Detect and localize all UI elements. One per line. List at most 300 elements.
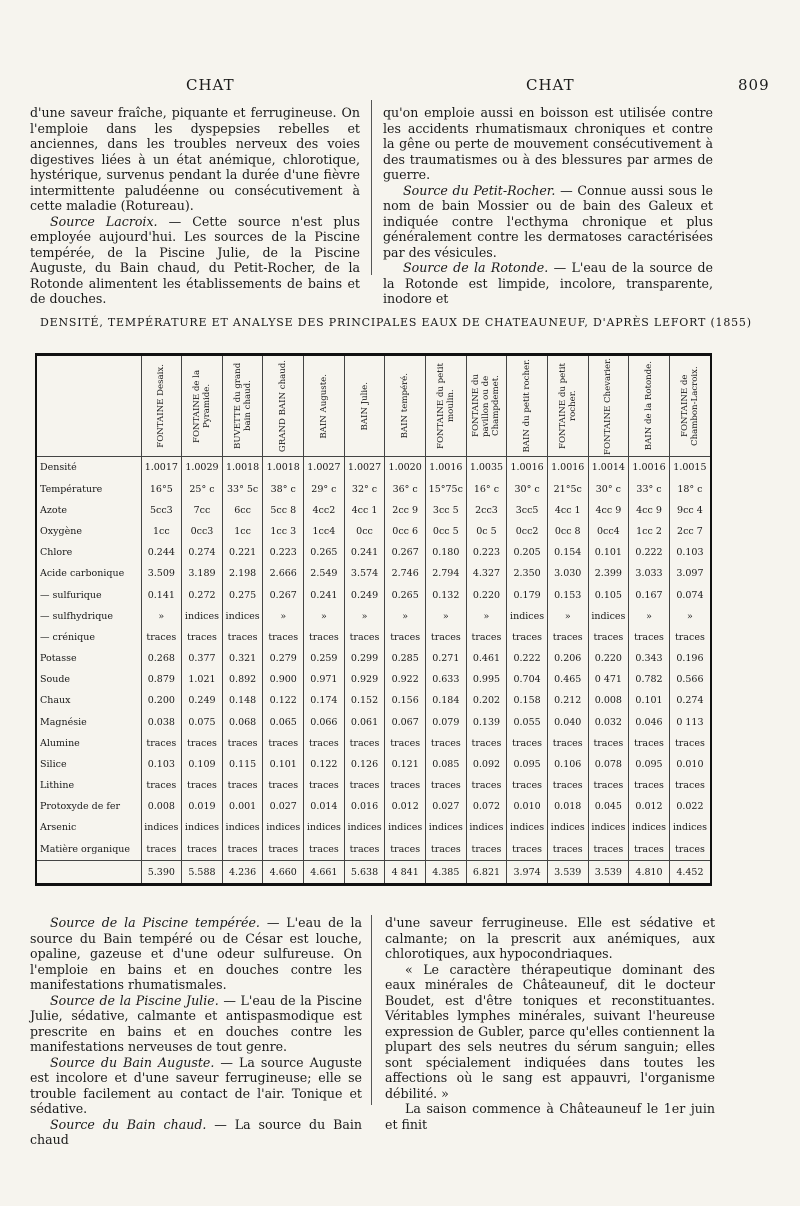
row-label: Chlore xyxy=(40,547,73,559)
analysis-table xyxy=(37,356,710,883)
row-label: Température xyxy=(40,483,103,495)
table-cell: 0.014 xyxy=(304,796,345,817)
table-cell: 38° c xyxy=(263,479,304,500)
column-header xyxy=(507,356,548,457)
table-cell: traces xyxy=(344,627,385,648)
table-cell: 0.046 xyxy=(629,712,670,733)
row-label: Lithine xyxy=(40,780,75,792)
table-cell: traces xyxy=(507,775,548,796)
table-cell: indices xyxy=(263,817,304,838)
table-cell: traces xyxy=(466,733,507,754)
table-cell: 0.265 xyxy=(304,542,345,563)
water-analysis-table xyxy=(35,353,712,886)
total-cell: 3.539 xyxy=(588,861,629,883)
table-cell: 0.704 xyxy=(507,669,548,690)
table-cell: 0.109 xyxy=(182,754,223,775)
column-header-label: FONTAINE de Chambon-Lacroix. xyxy=(679,366,700,446)
table-cell: 0.299 xyxy=(344,648,385,669)
table-cell: 0.196 xyxy=(669,648,710,669)
paragraph: qu'on emploie aussi en boisson est utilisée contre les accidents rhumatismaux chroniques et contre la gêne ou perte de mouvement consécutivement à des traumatismes ou à des blessures par armes de guerre. xyxy=(383,105,713,182)
table-cell: » xyxy=(669,606,710,627)
table-cell: traces xyxy=(385,839,426,861)
table-cell: 0.465 xyxy=(547,669,588,690)
table-cell: traces xyxy=(263,775,304,796)
table-cell: 4cc2 xyxy=(304,500,345,521)
paragraph-text: — L'eau de la source du Bain tempéré ou de César est louche, opaline, gazeuse et d'une odeur sulfureuse. On l'emploie en bains et en douches contre les manifestations rhumatismales. xyxy=(30,915,362,992)
table-cell: 0.285 xyxy=(385,648,426,669)
table-cell: 0.223 xyxy=(263,542,304,563)
table-cell: 0.971 xyxy=(304,669,345,690)
table-cell: 0.995 xyxy=(466,669,507,690)
column-header-label: FONTAINE du pavillon ou de Champdemet. xyxy=(471,374,502,438)
column-header xyxy=(385,356,426,457)
table-cell: 0.139 xyxy=(466,712,507,733)
table-cell: traces xyxy=(629,775,670,796)
table-cell: traces xyxy=(507,733,548,754)
table-cell: 16°5 xyxy=(141,479,182,500)
table-cell: 30° c xyxy=(588,479,629,500)
paragraph xyxy=(30,214,360,307)
table-cell: 0.377 xyxy=(182,648,223,669)
column-header xyxy=(466,356,507,457)
table-cell: 0.008 xyxy=(141,796,182,817)
table-cell: 0.461 xyxy=(466,648,507,669)
table-cell: 0.027 xyxy=(425,796,466,817)
total-cell: 4.810 xyxy=(629,861,670,883)
column-divider xyxy=(371,915,372,1105)
table-cell: 0.152 xyxy=(344,690,385,711)
table-cell: traces xyxy=(507,839,548,861)
table-cell: 0.141 xyxy=(141,585,182,606)
table-cell: 1.0014 xyxy=(588,457,629,479)
table-cell: 1cc4 xyxy=(304,521,345,542)
column-header-label: BAIN de la Rotonde. xyxy=(644,361,654,451)
table-cell: 0.156 xyxy=(385,690,426,711)
table-cell: 0.103 xyxy=(141,754,182,775)
table-cell: 0 471 xyxy=(588,669,629,690)
paragraph: d'une saveur ferrugineuse. Elle est sédative et calmante; on la prescrit aux anémiques, aux chlorotiques, aux hypocondriaques. xyxy=(385,915,715,961)
table-cell: indices xyxy=(222,606,263,627)
row-label: Alumine xyxy=(40,737,80,749)
table-cell: 3.097 xyxy=(669,563,710,584)
table-cell: indices xyxy=(588,817,629,838)
table-cell: traces xyxy=(182,775,223,796)
table-cell: 0.184 xyxy=(425,690,466,711)
table-cell: 0.900 xyxy=(263,669,304,690)
table-row xyxy=(37,606,710,627)
column-header xyxy=(629,356,670,457)
table-row xyxy=(37,648,710,669)
table-cell: 0.045 xyxy=(588,796,629,817)
table-cell: 0.879 xyxy=(141,669,182,690)
table-cell: traces xyxy=(425,627,466,648)
table-row xyxy=(37,690,710,711)
column-header-label: FONTAINE Desaix. xyxy=(156,364,167,448)
table-row xyxy=(37,457,710,479)
table-cell: traces xyxy=(588,627,629,648)
table-cell: 0.271 xyxy=(425,648,466,669)
table-cell: 2.198 xyxy=(222,563,263,584)
table-cell: 0.782 xyxy=(629,669,670,690)
table-cell: 0.205 xyxy=(507,542,548,563)
table-cell: 0.078 xyxy=(588,754,629,775)
table-cell: 3cc5 xyxy=(507,500,548,521)
table-cell: indices xyxy=(182,606,223,627)
row-label: Oxygène xyxy=(40,526,82,538)
table-cell: 0cc4 xyxy=(588,521,629,542)
table-cell: 0.249 xyxy=(344,585,385,606)
table-cell: 0.068 xyxy=(222,712,263,733)
table-cell: traces xyxy=(547,627,588,648)
table-cell: 0.180 xyxy=(425,542,466,563)
table-cell: traces xyxy=(669,733,710,754)
table-cell: 0.167 xyxy=(629,585,670,606)
totals-row xyxy=(37,861,710,883)
table-cell: 0.012 xyxy=(385,796,426,817)
table-cell: 0.095 xyxy=(629,754,670,775)
table-cell: 0.055 xyxy=(507,712,548,733)
table-cell: 0 113 xyxy=(669,712,710,733)
table-row xyxy=(37,521,710,542)
table-cell: 0.265 xyxy=(385,585,426,606)
table-cell: 2.549 xyxy=(304,563,345,584)
table-cell: 4.327 xyxy=(466,563,507,584)
table-cell: 0.040 xyxy=(547,712,588,733)
table-cell: 0.221 xyxy=(222,542,263,563)
table-cell: 7cc xyxy=(182,500,223,521)
table-cell: » xyxy=(385,606,426,627)
table-cell: indices xyxy=(507,606,548,627)
table-cell: 0.275 xyxy=(222,585,263,606)
table-cell: 2cc3 xyxy=(466,500,507,521)
table-cell: traces xyxy=(344,733,385,754)
row-label: Densité xyxy=(40,462,77,474)
table-cell: 0.010 xyxy=(669,754,710,775)
table-cell: 0.092 xyxy=(466,754,507,775)
table-cell: 0.343 xyxy=(629,648,670,669)
table-cell: 1.0016 xyxy=(547,457,588,479)
table-cell: traces xyxy=(182,839,223,861)
paragraph: « Le caractère thérapeutique dominant des eaux minérales de Châteauneuf, dit le docteur Boudet, est d'être toniques et reconstituantes. Véritables lymphes minérales, suivant l'heureuse expression de Gubler, parce qu'elles contiennent la plupart des sels neutres du sérum sanguin; elles sont spécialement indiquées dans toutes les affections où le sang est appauvri, l'organisme débilité. » xyxy=(385,961,715,1101)
paragraph: La saison commence à Châteauneuf le 1er juin et finit xyxy=(385,1101,715,1132)
table-cell: 0.922 xyxy=(385,669,426,690)
page-number: 809 xyxy=(738,76,770,94)
table-cell: 0.241 xyxy=(344,542,385,563)
total-cell: 4.661 xyxy=(304,861,345,883)
table-cell: 25° c xyxy=(182,479,223,500)
table-cell: 0.008 xyxy=(588,690,629,711)
table-cell: 30° c xyxy=(507,479,548,500)
row-label: Silice xyxy=(40,758,67,770)
table-cell: traces xyxy=(304,839,345,861)
table-cell: 3.030 xyxy=(547,563,588,584)
table-cell: 1cc 3 xyxy=(263,521,304,542)
row-label: — sulfurique xyxy=(40,589,102,601)
column-header xyxy=(263,356,304,457)
paragraph-text: — Connue aussi sous le nom de bain Mossier ou de bain des Galeux et indiquée contre l'ecthyma chronique et plus généralement contre les dermatoses caractérisées par des vésicules. xyxy=(383,182,713,260)
table-cell: » xyxy=(141,606,182,627)
table-cell: » xyxy=(547,606,588,627)
column-header xyxy=(304,356,345,457)
table-row xyxy=(37,712,710,733)
section-title: Source du Petit-Rocher. xyxy=(403,182,556,198)
table-cell: traces xyxy=(588,775,629,796)
paragraph-text: — La source du Bain chaud xyxy=(30,1116,362,1147)
table-cell: 2.666 xyxy=(263,563,304,584)
table-cell: 0.019 xyxy=(182,796,223,817)
paragraph-text: — L'eau de la source de la Rotonde est limpide, incolore, transparente, inodore et xyxy=(383,260,713,306)
row-label: Soude xyxy=(40,674,71,686)
table-cell: 4cc 9 xyxy=(629,500,670,521)
paragraph xyxy=(30,915,362,993)
total-cell: 4.452 xyxy=(669,861,710,883)
table-cell: traces xyxy=(304,627,345,648)
table-cell: 0.267 xyxy=(385,542,426,563)
column-header xyxy=(222,356,263,457)
table-cell: 2cc 9 xyxy=(385,500,426,521)
table-cell: 0.153 xyxy=(547,585,588,606)
table-cell: traces xyxy=(466,775,507,796)
column-header xyxy=(547,356,588,457)
table-cell: 2.399 xyxy=(588,563,629,584)
top-left-column xyxy=(30,105,360,307)
table-cell: 0.012 xyxy=(629,796,670,817)
table-cell: 0.132 xyxy=(425,585,466,606)
table-cell: 0.027 xyxy=(263,796,304,817)
bottom-right-column xyxy=(385,915,715,1132)
table-cell: 0.072 xyxy=(466,796,507,817)
table-cell: 0.241 xyxy=(304,585,345,606)
table-cell: 0.065 xyxy=(263,712,304,733)
totals-label xyxy=(37,861,141,883)
column-header-label: BAIN Julie. xyxy=(359,381,370,431)
table-cell: indices xyxy=(222,817,263,838)
column-header xyxy=(141,356,182,457)
table-cell: traces xyxy=(222,733,263,754)
table-cell: 1.0017 xyxy=(141,457,182,479)
table-cell: » xyxy=(263,606,304,627)
table-cell: 21°5c xyxy=(547,479,588,500)
column-header-label: FONTAINE Chevarier. xyxy=(603,357,614,455)
table-cell: 0.220 xyxy=(466,585,507,606)
table-cell: 0.200 xyxy=(141,690,182,711)
table-cell: 2cc 7 xyxy=(669,521,710,542)
table-cell: 4cc 1 xyxy=(344,500,385,521)
table-cell: 1.021 xyxy=(182,669,223,690)
table-cell: 0.222 xyxy=(507,648,548,669)
table-cell: » xyxy=(344,606,385,627)
table-cell: 1.0018 xyxy=(263,457,304,479)
table-cell: 0.272 xyxy=(182,585,223,606)
table-cell: 1.0016 xyxy=(629,457,670,479)
paragraph-text: — L'eau de la Piscine Julie, sédative, calmante et antispasmodique est prescrite en bains et en douches contre les manifestations nerveuses de tout genre. xyxy=(30,992,362,1054)
table-cell: » xyxy=(304,606,345,627)
table-cell: 0c 5 xyxy=(466,521,507,542)
table-cell: 3.574 xyxy=(344,563,385,584)
table-cell: indices xyxy=(385,817,426,838)
table-cell: 0.126 xyxy=(344,754,385,775)
table-cell: 0.633 xyxy=(425,669,466,690)
table-header-row xyxy=(37,356,710,457)
table-cell: 0.158 xyxy=(507,690,548,711)
table-cell: 1.0016 xyxy=(507,457,548,479)
table-cell: 0cc2 xyxy=(507,521,548,542)
paragraph-text: — La source Auguste est incolore et d'une saveur ferrugineuse; elle se trouble facilement au contact de l'air. Tonique et sédative. xyxy=(30,1054,362,1116)
table-cell: 0.103 xyxy=(669,542,710,563)
table-cell: 0.212 xyxy=(547,690,588,711)
table-cell: 0.274 xyxy=(182,542,223,563)
table-cell: 0.038 xyxy=(141,712,182,733)
table-row xyxy=(37,500,710,521)
table-cell: 32° c xyxy=(344,479,385,500)
table-cell: traces xyxy=(222,775,263,796)
table-cell: 1.0018 xyxy=(222,457,263,479)
row-label: Matière organique xyxy=(40,843,131,855)
table-row xyxy=(37,479,710,500)
table-row xyxy=(37,796,710,817)
table-cell: 0.148 xyxy=(222,690,263,711)
table-cell: 0.259 xyxy=(304,648,345,669)
table-cell: 0.244 xyxy=(141,542,182,563)
table-cell: traces xyxy=(385,627,426,648)
table-cell: traces xyxy=(669,839,710,861)
table-cell: traces xyxy=(629,733,670,754)
table-cell: 0.202 xyxy=(466,690,507,711)
table-cell: traces xyxy=(425,839,466,861)
table-cell: 3.189 xyxy=(182,563,223,584)
table-cell: 1.0016 xyxy=(425,457,466,479)
table-cell: 4cc 1 xyxy=(547,500,588,521)
table-cell: 16° c xyxy=(466,479,507,500)
table-cell: 0.067 xyxy=(385,712,426,733)
column-header-label: FONTAINE du petit moulin. xyxy=(435,363,456,449)
column-header xyxy=(588,356,629,457)
paragraph xyxy=(30,1117,362,1148)
column-divider xyxy=(371,100,372,275)
table-cell: 3.033 xyxy=(629,563,670,584)
table-cell: traces xyxy=(425,733,466,754)
column-header-label: BAIN du petit rocher. xyxy=(522,359,533,453)
total-cell: 5.638 xyxy=(344,861,385,883)
table-cell: 0.122 xyxy=(304,754,345,775)
table-row xyxy=(37,754,710,775)
table-cell: indices xyxy=(425,817,466,838)
table-cell: traces xyxy=(588,733,629,754)
table-cell: traces xyxy=(547,733,588,754)
table-cell: indices xyxy=(182,817,223,838)
total-cell: 3.539 xyxy=(547,861,588,883)
table-cell: 0cc3 xyxy=(182,521,223,542)
table-cell: 0.105 xyxy=(588,585,629,606)
table-cell: 0.267 xyxy=(263,585,304,606)
table-cell: 0.222 xyxy=(629,542,670,563)
table-cell: indices xyxy=(669,817,710,838)
column-header xyxy=(669,356,710,457)
table-cell: traces xyxy=(304,733,345,754)
table-cell: 18° c xyxy=(669,479,710,500)
table-cell: 1.0027 xyxy=(344,457,385,479)
table-cell: traces xyxy=(629,839,670,861)
table-cell: 0.061 xyxy=(344,712,385,733)
table-cell: 0.122 xyxy=(263,690,304,711)
column-header xyxy=(182,356,223,457)
table-cell: indices xyxy=(141,817,182,838)
table-cell: 33° c xyxy=(629,479,670,500)
table-cell: 0cc 6 xyxy=(385,521,426,542)
column-header-label: BUVETTE du grand bain chaud. xyxy=(232,362,253,450)
table-cell: 1.0027 xyxy=(304,457,345,479)
table-caption: DENSITÉ, TEMPÉRATURE ET ANALYSE DES PRINCIPALES EAUX DE CHATEAUNEUF, D'APRÈS LEFORT (1855) xyxy=(40,316,752,329)
column-header-label: FONTAINE du petit rocher. xyxy=(557,363,578,449)
table-cell: traces xyxy=(141,627,182,648)
table-cell: 0.274 xyxy=(669,690,710,711)
table-cell: 0cc xyxy=(344,521,385,542)
bottom-left-column xyxy=(30,915,362,1148)
table-cell: 9cc 4 xyxy=(669,500,710,521)
table-cell: traces xyxy=(425,775,466,796)
table-cell: 0.223 xyxy=(466,542,507,563)
table-cell: traces xyxy=(344,775,385,796)
section-title: Source de la Piscine Julie. xyxy=(50,992,219,1008)
row-label: Potasse xyxy=(40,653,77,665)
top-right-column xyxy=(383,105,713,307)
table-cell: » xyxy=(466,606,507,627)
table-cell: 0.174 xyxy=(304,690,345,711)
table-cell: 29° c xyxy=(304,479,345,500)
table-cell: 0.085 xyxy=(425,754,466,775)
table-cell: 2.350 xyxy=(507,563,548,584)
table-cell: traces xyxy=(507,627,548,648)
table-cell: indices xyxy=(304,817,345,838)
table-row xyxy=(37,839,710,861)
table-cell: 0.268 xyxy=(141,648,182,669)
table-cell: 0.010 xyxy=(507,796,548,817)
table-cell: 0.206 xyxy=(547,648,588,669)
table-cell: 0.101 xyxy=(263,754,304,775)
table-cell: 0.101 xyxy=(588,542,629,563)
table-cell: traces xyxy=(669,775,710,796)
paragraph xyxy=(30,993,362,1055)
table-cell: 0.154 xyxy=(547,542,588,563)
table-row xyxy=(37,669,710,690)
table-cell: 2.794 xyxy=(425,563,466,584)
table-cell: 3cc 5 xyxy=(425,500,466,521)
column-header xyxy=(425,356,466,457)
total-cell: 3.974 xyxy=(507,861,548,883)
table-cell: 0.220 xyxy=(588,648,629,669)
total-cell: 4.385 xyxy=(425,861,466,883)
table-cell: traces xyxy=(222,627,263,648)
section-title: Source du Bain Auguste. xyxy=(50,1054,215,1070)
column-header xyxy=(344,356,385,457)
table-cell: 0.121 xyxy=(385,754,426,775)
table-cell: traces xyxy=(466,627,507,648)
running-header-right: CHAT xyxy=(526,76,575,94)
row-label: Chaux xyxy=(40,695,71,707)
table-cell: 1.0029 xyxy=(182,457,223,479)
table-cell: 0.115 xyxy=(222,754,263,775)
table-cell: 0.074 xyxy=(669,585,710,606)
table-cell: » xyxy=(629,606,670,627)
table-cell: 0.016 xyxy=(344,796,385,817)
table-cell: traces xyxy=(141,733,182,754)
column-header-label: GRAND BAIN chaud. xyxy=(278,359,289,453)
table-cell: indices xyxy=(344,817,385,838)
table-cell: indices xyxy=(547,817,588,838)
table-cell: 2.746 xyxy=(385,563,426,584)
table-cell: traces xyxy=(222,839,263,861)
section-title: Source de la Rotonde. xyxy=(403,260,549,275)
